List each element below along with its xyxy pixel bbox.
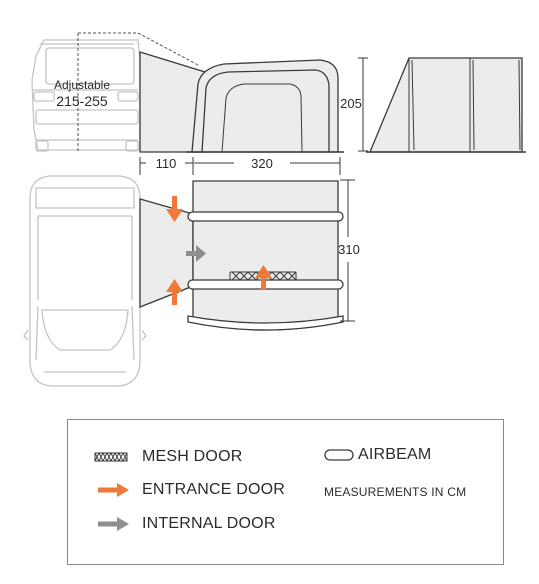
legend-item-measurements (324, 485, 466, 499)
legend-item-internal-door (98, 515, 276, 533)
van-top-view (24, 176, 146, 386)
width-label: 320 (251, 156, 273, 171)
internal-door-label: INTERNAL DOOR (142, 515, 276, 532)
adjustable-label: Adjustable (53, 78, 111, 92)
internal-door-arrow-icon (98, 517, 130, 531)
length-label: 310 (338, 242, 360, 257)
adjustable-range: 215-255 (56, 93, 108, 109)
side-depth-label: 110 (155, 156, 177, 171)
legend-item-airbeam (324, 446, 431, 464)
entrance-door-arrow-icon (98, 483, 130, 497)
legend-item-mesh-door (94, 448, 242, 466)
legend-item-entrance-door (98, 481, 285, 499)
airbeam-icon (324, 449, 354, 461)
mesh-door-icon (94, 452, 128, 462)
awning-side-profile (140, 52, 344, 152)
entrance-door-label: ENTRANCE DOOR (142, 481, 286, 498)
airbeam-1 (188, 212, 343, 221)
awning-floor-plan (140, 181, 338, 330)
mesh-door-label: MESH DOOR (142, 448, 243, 465)
airbeam-label: AIRBEAM (358, 446, 432, 463)
measurements-note: MEASUREMENTS IN CM (324, 485, 467, 499)
height-label: 205 (340, 96, 362, 111)
legend (67, 419, 504, 565)
awning-end-elevation (366, 58, 526, 152)
